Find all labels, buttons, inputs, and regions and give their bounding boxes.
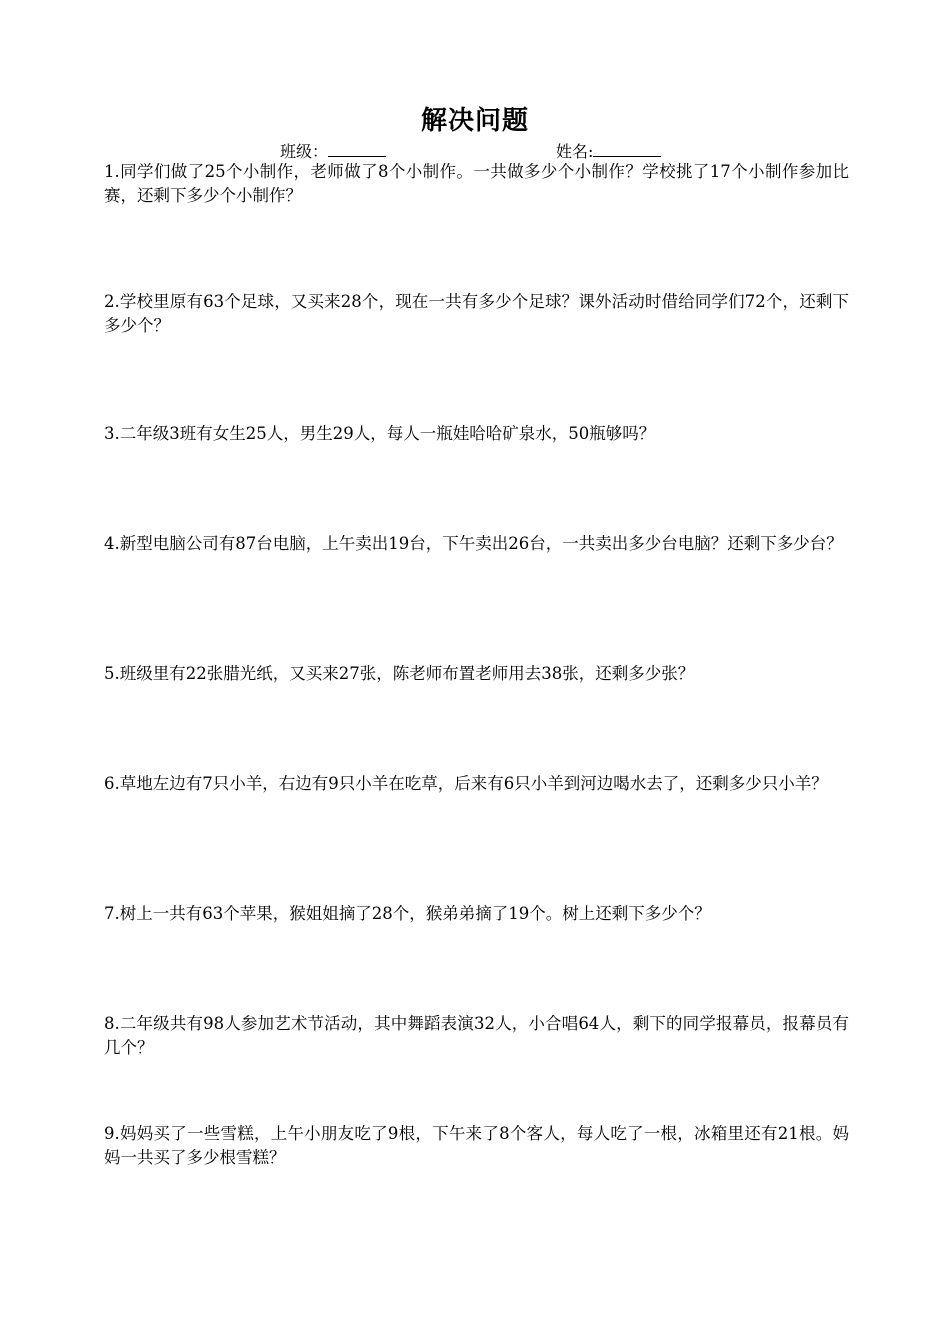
name-blank-line[interactable] [593, 140, 661, 157]
question-6: 6.草地左边有7只小羊，右边有9只小羊在吃草，后来有6只小羊到河边喝水去了，还剩多少只小羊？ [104, 774, 828, 793]
question-1: 1.同学们做了25个小制作，老师做了8个小制作。一共做多少个小制作？学校挑了17个小制作参加比赛，还剩下多少个小制作？ [104, 162, 849, 205]
name-field [556, 140, 661, 162]
question-7: 7.树上一共有63个苹果，猴姐姐摘了28个，猴弟弟摘了19个。树上还剩下多少个？ [104, 904, 711, 923]
question-4: 4.新型电脑公司有87台电脑，上午卖出19台，下午卖出26台，一共卖出多少台电脑？还剩下多少台？ [104, 534, 843, 553]
question-5: 5.班级里有22张腊光纸，又买来27张，陈老师布置老师用去38张，还剩多少张？ [104, 664, 695, 683]
question-9: 9.妈妈买了一些雪糕，上午小朋友吃了9根，下午来了8个客人，每人吃了一根，冰箱里还有21根。妈妈一共买了多少根雪糕？ [104, 1124, 849, 1167]
class-blank-line[interactable] [328, 140, 386, 157]
class-field [280, 140, 386, 162]
name-label: 姓名: [556, 142, 594, 161]
question-3: 3.二年级3班有女生25人，男生29人，每人一瓶娃哈哈矿泉水，50瓶够吗？ [104, 424, 656, 443]
question-8: 8.二年级共有98人参加艺术节活动，其中舞蹈表演32人，小合唱64人，剩下的同学报幕员，报幕员有几个？ [104, 1014, 849, 1057]
class-label: 班级： [280, 142, 329, 161]
worksheet-title: 解决问题 [420, 106, 529, 136]
question-2: 2.学校里原有63个足球，又买来28个，现在一共有多少个足球？课外活动时借给同学们72个，还剩下多少个？ [104, 292, 849, 335]
